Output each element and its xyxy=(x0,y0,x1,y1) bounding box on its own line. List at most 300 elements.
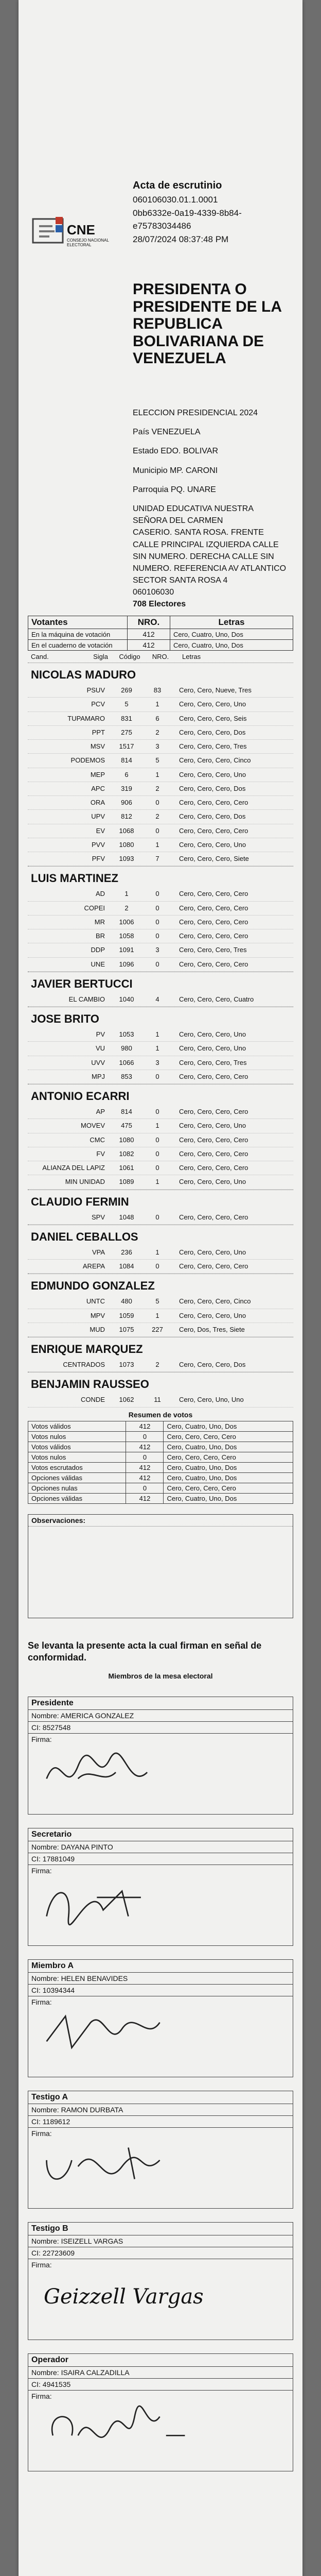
party-codigo: 1089 xyxy=(119,1178,134,1186)
summary-label: Opciones válidas xyxy=(28,1472,126,1483)
party-row xyxy=(28,1393,293,1407)
party-codigo: 853 xyxy=(121,1072,132,1080)
party-codigo: 1073 xyxy=(119,1361,134,1368)
observaciones-box xyxy=(28,1514,293,1618)
party-letras: Cero, Cero, Cero, Cero xyxy=(179,918,248,926)
party-codigo: 1082 xyxy=(119,1149,134,1158)
party-sigla: MUD xyxy=(90,1325,105,1333)
candidate-name: BENJAMIN RAUSSEO xyxy=(28,1372,293,1393)
party-letras: Cero, Cero, Cero, Cero xyxy=(179,799,248,806)
cne-logo-label: CNE xyxy=(67,222,95,238)
party-row xyxy=(28,943,293,957)
summary-letras: Cero, Cuatro, Uno, Dos xyxy=(164,1472,293,1483)
party-letras: Cero, Cero, Cero, Seis xyxy=(179,714,247,722)
party-row xyxy=(28,1147,293,1161)
party-codigo: 1075 xyxy=(119,1325,134,1333)
party-nro: 0 xyxy=(155,1136,159,1144)
candidates-list xyxy=(28,663,293,1408)
party-sigla: VU xyxy=(95,1044,105,1053)
member-nombre: Nombre: DAYANA PINTO xyxy=(28,1841,293,1853)
party-letras: Cero, Cero, Cero, Cero xyxy=(179,1149,248,1158)
summary-label: Votos escrutados xyxy=(28,1462,126,1472)
signature-icon xyxy=(39,2398,193,2454)
member-ci: CI: 10394344 xyxy=(28,1985,293,1996)
summary-nro: 412 xyxy=(126,1462,164,1472)
party-row xyxy=(28,1211,293,1225)
member-ci: CI: 1189612 xyxy=(28,2116,293,2128)
party-letras: Cero, Cero, Cero, Uno xyxy=(179,1311,246,1319)
party-row xyxy=(28,726,293,740)
table-row xyxy=(28,1431,293,1442)
party-nro: 1 xyxy=(155,840,159,849)
col-codigo: Código xyxy=(119,653,140,660)
summary-nro: 0 xyxy=(126,1452,164,1462)
title-line: PRESIDENTA O xyxy=(133,281,247,298)
signature-icon xyxy=(39,2004,193,2060)
party-row xyxy=(28,1161,293,1175)
table-row xyxy=(28,1421,293,1431)
summary-nro: 0 xyxy=(126,1483,164,1493)
member-firma xyxy=(28,2391,293,2471)
col-nro: NRO. xyxy=(128,616,170,629)
party-codigo: 5 xyxy=(124,700,129,708)
party-nro: 1 xyxy=(155,1030,159,1038)
acta-code-2: 0bb6332e-0a19-4339-8b84- xyxy=(133,208,242,218)
member-firma xyxy=(28,1734,293,1814)
signature-icon xyxy=(39,2135,193,2192)
votantes-nro: 412 xyxy=(128,629,170,640)
centro: UNIDAD EDUCATIVA NUESTRA SEÑORA DEL CARMEN xyxy=(133,504,254,526)
firma-label: Firma: xyxy=(31,1867,52,1875)
acta-code-3: e75783034486 xyxy=(133,221,191,231)
party-letras: Cero, Cero, Cero, Uno xyxy=(179,1030,246,1038)
party-sigla: CMC xyxy=(90,1136,105,1144)
summary-letras: Cero, Cuatro, Uno, Dos xyxy=(164,1421,293,1431)
party-nro: 0 xyxy=(155,1108,159,1115)
party-nro: 2 xyxy=(155,812,159,821)
party-letras: Cero, Cero, Cero, Tres xyxy=(179,742,247,750)
party-codigo: 269 xyxy=(121,686,132,694)
party-row xyxy=(28,1295,293,1309)
cne-logo-sub: CONSEJO NACIONAL ELECTORAL xyxy=(67,238,109,247)
acta-datetime: 28/07/2024 08:37:48 PM xyxy=(133,234,229,244)
party-codigo: 1093 xyxy=(119,855,134,862)
party-sigla: AREPA xyxy=(82,1262,105,1270)
party-codigo: 1517 xyxy=(119,742,134,750)
member-box xyxy=(28,1697,293,1815)
party-codigo: 1068 xyxy=(119,826,134,835)
party-codigo: 480 xyxy=(121,1297,132,1306)
party-nro: 0 xyxy=(155,1149,159,1158)
party-sigla: PSUV xyxy=(86,686,105,694)
party-letras: Cero, Cero, Cero, Cero xyxy=(179,932,248,940)
party-codigo: 1066 xyxy=(119,1058,134,1066)
candidate-name: JOSE BRITO xyxy=(28,1007,293,1028)
summary-letras: Cero, Cuatro, Uno, Dos xyxy=(164,1493,293,1503)
party-row xyxy=(28,1070,293,1084)
party-nro: 0 xyxy=(155,904,159,912)
summary-label: Opciones válidas xyxy=(28,1493,126,1503)
party-sigla: ALIANZA DEL LAPIZ xyxy=(42,1164,105,1172)
title-line: BOLIVARIANA DE xyxy=(133,332,264,350)
signature-icon xyxy=(39,1741,193,1798)
party-codigo: 1048 xyxy=(119,1213,134,1221)
party-codigo: 2 xyxy=(124,904,129,912)
party-nro: 1 xyxy=(155,1122,159,1130)
party-nro: 0 xyxy=(155,1164,159,1172)
title-line: PRESIDENTE DE LA xyxy=(133,298,282,315)
party-row xyxy=(28,916,293,929)
table-row xyxy=(28,1442,293,1452)
members-list xyxy=(28,1697,293,2471)
summary-letras: Cero, Cuatro, Uno, Dos xyxy=(164,1442,293,1452)
signature-text: Geizzell Vargas xyxy=(44,2285,204,2309)
party-sigla: MOVEV xyxy=(81,1122,105,1130)
party-codigo: 814 xyxy=(121,756,132,765)
party-codigo: 6 xyxy=(124,770,129,778)
party-sigla: TUPAMARO xyxy=(67,714,105,722)
party-letras: Cero, Cero, Cero, Tres xyxy=(179,1058,247,1066)
votantes-letras: Cero, Cuatro, Uno, Dos xyxy=(170,640,293,651)
table-row xyxy=(28,1493,293,1503)
party-letras: Cero, Cero, Cero, Cinco xyxy=(179,1297,251,1306)
party-codigo: 1040 xyxy=(119,995,134,1003)
member-role: Miembro A xyxy=(28,1960,293,1973)
member-box xyxy=(28,1828,293,1946)
party-row xyxy=(28,929,293,943)
member-firma xyxy=(28,2128,293,2208)
party-nro: 5 xyxy=(155,756,159,765)
acta-header xyxy=(133,178,287,246)
party-nro: 227 xyxy=(152,1325,163,1333)
election-meta xyxy=(133,407,287,611)
member-ci: CI: 22723609 xyxy=(28,2247,293,2259)
party-letras: Cero, Cero, Cero, Cinco xyxy=(179,756,251,765)
party-codigo: 814 xyxy=(121,1108,132,1115)
party-nro: 3 xyxy=(155,742,159,750)
summary-label: Opciones nulas xyxy=(28,1483,126,1493)
party-sigla: MPJ xyxy=(92,1072,105,1080)
summary-letras: Cero, Cero, Cero, Cero xyxy=(164,1452,293,1462)
party-row xyxy=(28,782,293,796)
candidate-name: ENRIQUE MARQUEZ xyxy=(28,1337,293,1358)
party-sigla: UVV xyxy=(91,1058,105,1066)
votantes-letras: Cero, Cuatro, Uno, Dos xyxy=(170,629,293,640)
party-row xyxy=(28,740,293,754)
party-nro: 0 xyxy=(155,1262,159,1270)
party-row xyxy=(28,838,293,852)
party-nro: 1 xyxy=(155,1248,159,1256)
party-row xyxy=(28,852,293,866)
firma-label: Firma: xyxy=(31,1735,52,1744)
col-letras2: Letras xyxy=(182,653,201,660)
party-nro: 0 xyxy=(155,960,159,968)
party-nro: 3 xyxy=(155,946,159,954)
party-letras: Cero, Cero, Cero, Uno xyxy=(179,770,246,778)
party-letras: Cero, Cero, Cero, Cero xyxy=(179,1213,248,1221)
summary-table xyxy=(28,1421,293,1504)
party-sigla: MIN UNIDAD xyxy=(65,1178,105,1186)
member-nombre: Nombre: RAMON DURBATA xyxy=(28,2104,293,2116)
party-row xyxy=(28,1323,293,1337)
party-sigla: SPV xyxy=(91,1213,105,1221)
party-sigla: AP xyxy=(96,1108,105,1115)
estado: Estado EDO. BOLIVAR xyxy=(133,447,218,456)
party-row xyxy=(28,684,293,698)
party-row xyxy=(28,712,293,726)
candidate-name: LUIS MARTINEZ xyxy=(28,866,293,887)
party-row xyxy=(28,824,293,838)
party-letras: Cero, Cero, Cero, Dos xyxy=(179,812,246,821)
member-box xyxy=(28,2091,293,2209)
party-codigo: 980 xyxy=(121,1044,132,1053)
party-nro: 2 xyxy=(155,784,159,792)
party-sigla: MPV xyxy=(90,1311,105,1319)
party-sigla: DDP xyxy=(91,946,105,954)
party-row xyxy=(28,754,293,768)
party-nro: 2 xyxy=(155,728,159,736)
party-row xyxy=(28,698,293,711)
party-sigla: UNTC xyxy=(86,1297,105,1306)
votantes-table xyxy=(28,616,293,651)
party-sigla: UPV xyxy=(91,812,105,821)
direccion: CASERIO. SANTA ROSA. FRENTE CALLE PRINCIPAL IZQUIERDA CALLE SIN NUMERO. DERECHA CALLE SIN NUMERO. REFERENCIA AV ATLANTICO SECTOR SANTA ROSA 4 xyxy=(133,528,287,585)
party-sigla: MSV xyxy=(90,742,105,750)
summary-title: Resumen de votos xyxy=(128,1410,193,1419)
party-letras: Cero, Cero, Cero, Cuatro xyxy=(179,995,254,1003)
party-nro: 5 xyxy=(155,1297,159,1306)
votantes-label: En la máquina de votación xyxy=(28,629,128,640)
party-letras: Cero, Cero, Cero, Uno xyxy=(179,1248,246,1256)
party-nro: 11 xyxy=(154,1396,161,1404)
party-codigo: 236 xyxy=(121,1248,132,1256)
party-codigo: 275 xyxy=(121,728,132,736)
party-letras: Cero, Dos, Tres, Siete xyxy=(179,1325,245,1333)
party-codigo: 906 xyxy=(121,799,132,806)
observaciones-label: Observaciones: xyxy=(28,1515,293,1527)
party-sigla: FV xyxy=(96,1149,105,1158)
firma-label: Firma: xyxy=(31,1998,52,2007)
summary-letras: Cero, Cero, Cero, Cero xyxy=(164,1431,293,1442)
party-letras: Cero, Cero, Cero, Siete xyxy=(179,855,249,862)
party-row xyxy=(28,1119,293,1133)
party-nro: 0 xyxy=(155,826,159,835)
member-role: Testigo B xyxy=(28,2223,293,2235)
party-codigo: 1006 xyxy=(119,918,134,926)
candidate-name: EDMUNDO GONZALEZ xyxy=(28,1274,293,1295)
party-codigo: 831 xyxy=(121,714,132,722)
party-letras: Cero, Cero, Cero, Cero xyxy=(179,960,248,968)
party-letras: Cero, Cero, Cero, Cero xyxy=(179,890,248,898)
election-title xyxy=(133,281,287,367)
party-letras: Cero, Cero, Uno, Uno xyxy=(179,1396,244,1404)
member-box xyxy=(28,2222,293,2340)
firma-label: Firma: xyxy=(31,2392,52,2401)
party-sigla: UNE xyxy=(91,960,105,968)
party-codigo: 1080 xyxy=(119,1136,134,1144)
party-sigla: MR xyxy=(94,918,105,926)
party-nro: 0 xyxy=(155,890,159,898)
party-nro: 0 xyxy=(155,918,159,926)
party-nro: 1 xyxy=(155,1044,159,1053)
party-letras: Cero, Cero, Cero, Uno xyxy=(179,1044,246,1053)
party-nro: 7 xyxy=(155,855,159,862)
party-sigla: PFV xyxy=(92,855,105,862)
party-letras: Cero, Cero, Cero, Cero xyxy=(179,826,248,835)
party-codigo: 1059 xyxy=(119,1311,134,1319)
party-codigo: 1058 xyxy=(119,932,134,940)
party-letras: Cero, Cero, Cero, Dos xyxy=(179,1361,246,1368)
party-codigo: 1062 xyxy=(119,1396,134,1404)
electores: 708 Electores xyxy=(133,600,186,609)
summary-label: Votos válidos xyxy=(28,1421,126,1431)
party-codigo: 1091 xyxy=(119,946,134,954)
summary-label: Votos válidos xyxy=(28,1442,126,1452)
member-nombre: Nombre: ISAIRA CALZADILLA xyxy=(28,2367,293,2379)
party-letras: Cero, Cero, Cero, Cero xyxy=(179,1136,248,1144)
summary-nro: 412 xyxy=(126,1472,164,1483)
party-nro: 0 xyxy=(155,1213,159,1221)
party-sigla: PODEMOS xyxy=(70,756,105,765)
party-codigo: 1080 xyxy=(119,840,134,849)
party-row xyxy=(28,796,293,810)
party-sigla: CONDE xyxy=(81,1396,105,1404)
members-title: Miembros de la mesa electoral xyxy=(108,1672,213,1681)
party-nro: 83 xyxy=(153,686,162,694)
party-row xyxy=(28,1260,293,1274)
summary-label: Votos nulos xyxy=(28,1431,126,1442)
party-row xyxy=(28,958,293,972)
summary-nro: 0 xyxy=(126,1431,164,1442)
member-firma xyxy=(28,1996,293,2077)
municipio: Municipio MP. CARONI xyxy=(133,466,218,475)
party-row xyxy=(28,1028,293,1042)
member-box xyxy=(28,2353,293,2471)
votes-section xyxy=(28,616,293,2471)
member-nombre: Nombre: AMERICA GONZALEZ xyxy=(28,1710,293,1722)
member-firma xyxy=(28,2259,293,2340)
party-sigla: APC xyxy=(91,784,105,792)
table-row xyxy=(28,629,293,640)
member-role: Secretario xyxy=(28,1828,293,1841)
party-sigla: PCV xyxy=(91,700,105,708)
acta-paper xyxy=(19,0,302,2576)
party-row xyxy=(28,768,293,782)
party-row xyxy=(28,1246,293,1260)
party-row xyxy=(28,1175,293,1189)
party-sigla: VPA xyxy=(92,1248,105,1256)
candidate-name: NICOLAS MADURO xyxy=(28,663,293,684)
party-letras: Cero, Cero, Cero, Cero xyxy=(179,1164,248,1172)
party-row xyxy=(28,902,293,916)
party-codigo: 1053 xyxy=(119,1030,134,1038)
party-row xyxy=(28,1105,293,1119)
party-nro: 1 xyxy=(155,770,159,778)
summary-label: Votos nulos xyxy=(28,1452,126,1462)
party-sigla: AD xyxy=(95,890,105,898)
party-letras: Cero, Cero, Cero, Uno xyxy=(179,1178,246,1186)
party-row xyxy=(28,1358,293,1372)
party-nro: 0 xyxy=(155,799,159,806)
member-ci: CI: 8527548 xyxy=(28,1722,293,1734)
party-sigla: PVV xyxy=(91,840,105,849)
member-ci: CI: 4941535 xyxy=(28,2379,293,2391)
party-sigla: PPT xyxy=(92,728,105,736)
member-nombre: Nombre: HELEN BENAVIDES xyxy=(28,1973,293,1985)
member-role: Testigo A xyxy=(28,2091,293,2104)
party-letras: Cero, Cero, Cero, Uno xyxy=(179,1122,246,1130)
columns-header xyxy=(28,651,293,663)
party-sigla: COPEI xyxy=(84,904,105,912)
party-nro: 1 xyxy=(155,700,159,708)
summary-nro: 412 xyxy=(126,1421,164,1431)
party-sigla: EV xyxy=(96,826,105,835)
col-nro2: NRO. xyxy=(152,653,169,660)
party-row xyxy=(28,1309,293,1323)
party-codigo: 1061 xyxy=(119,1164,134,1172)
firma-label: Firma: xyxy=(31,2261,52,2269)
pais: País VENEZUELA xyxy=(133,428,201,437)
party-sigla: MEP xyxy=(90,770,105,778)
col-sigla: Sigla xyxy=(93,653,108,660)
party-codigo: 1096 xyxy=(119,960,134,968)
votantes-label: En el cuaderno de votación xyxy=(28,640,128,651)
party-sigla: CENTRADOS xyxy=(63,1361,105,1368)
party-letras: Cero, Cero, Cero, Dos xyxy=(179,784,246,792)
member-role: Presidente xyxy=(28,1697,293,1710)
candidate-name: CLAUDIO FERMIN xyxy=(28,1190,293,1211)
cne-logo xyxy=(29,214,116,255)
table-row xyxy=(28,1462,293,1472)
party-letras: Cero, Cero, Cero, Tres xyxy=(179,946,247,954)
party-codigo: 1 xyxy=(124,890,129,898)
party-row xyxy=(28,887,293,901)
title-line: VENEZUELA xyxy=(133,350,226,367)
party-letras: Cero, Cero, Cero, Cero xyxy=(179,904,248,912)
party-row xyxy=(28,1056,293,1070)
member-nombre: Nombre: ISEIZELL VARGAS xyxy=(28,2235,293,2247)
summary-letras: Cero, Cuatro, Uno, Dos xyxy=(164,1462,293,1472)
party-letras: Cero, Cero, Nueve, Tres xyxy=(179,686,252,694)
table-row xyxy=(28,1472,293,1483)
table-row xyxy=(28,640,293,651)
firma-label: Firma: xyxy=(31,2129,52,2138)
summary-nro: 412 xyxy=(126,1442,164,1452)
col-cand: Cand. xyxy=(31,653,49,660)
member-firma xyxy=(28,1865,293,1945)
candidate-name: DANIEL CEBALLOS xyxy=(28,1225,293,1246)
col-letras: Letras xyxy=(170,616,293,629)
eleccion: ELECCION PRESIDENCIAL 2024 xyxy=(133,409,258,417)
col-votantes: Votantes xyxy=(28,616,128,629)
party-nro: 1 xyxy=(155,1178,159,1186)
summary-nro: 412 xyxy=(126,1493,164,1503)
member-ci: CI: 17881049 xyxy=(28,1853,293,1865)
party-letras: Cero, Cero, Cero, Dos xyxy=(179,728,246,736)
party-letras: Cero, Cero, Cero, Uno xyxy=(179,700,246,708)
candidate-name: JAVIER BERTUCCI xyxy=(28,972,293,993)
votantes-nro: 412 xyxy=(128,640,170,651)
codigo-centro: 060106030 xyxy=(133,588,174,597)
party-nro: 0 xyxy=(155,932,159,940)
party-sigla: EL CAMBIO xyxy=(68,995,105,1003)
acta-title: Acta de escrutinio xyxy=(133,180,222,191)
party-codigo: 319 xyxy=(121,784,132,792)
party-letras: Cero, Cero, Cero, Cero xyxy=(179,1108,248,1115)
summary-letras: Cero, Cero, Cero, Cero xyxy=(164,1483,293,1493)
party-row xyxy=(28,810,293,824)
member-box xyxy=(28,1959,293,2077)
